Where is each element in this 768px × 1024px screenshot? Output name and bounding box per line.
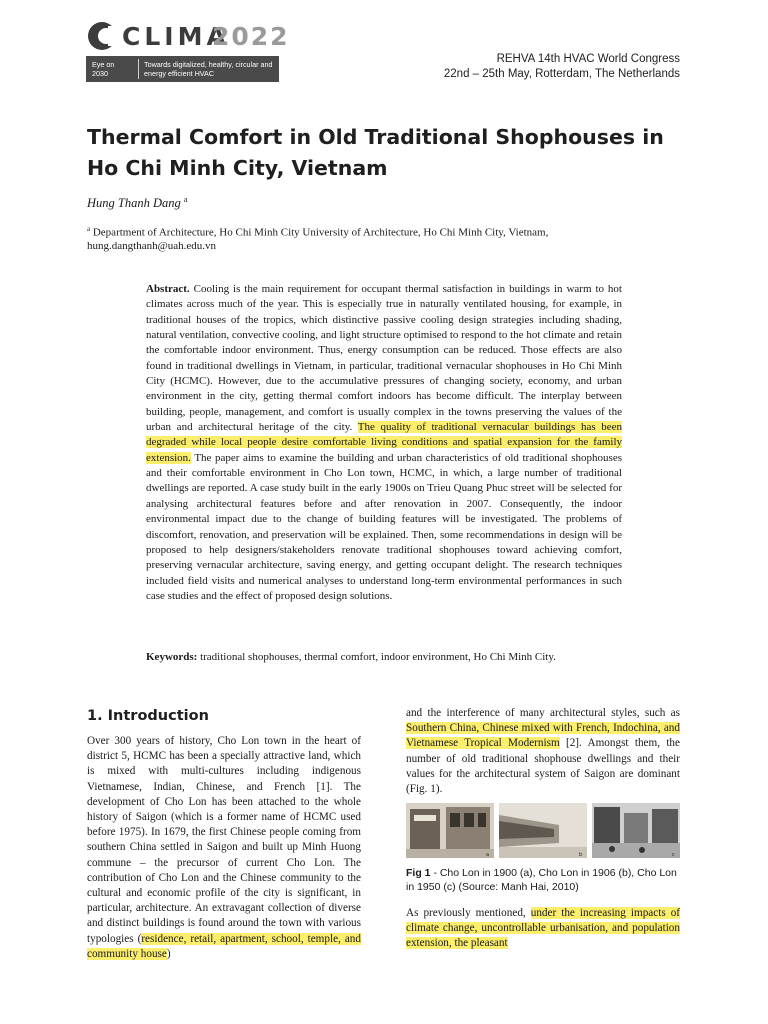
figure-1 — [406, 803, 680, 858]
tagline-right: Towards digitalized, healthy, circular and energy efficient HVAC — [144, 60, 273, 78]
intro-right-text-1: and the interference of many architectural styles, such as — [406, 707, 680, 719]
clima-logo — [86, 20, 290, 52]
keywords-text: traditional shophouses, thermal comfort, indoor environment, Ho Chi Minh City. — [200, 651, 556, 663]
intro-left-end: ) — [166, 947, 171, 960]
intro-right-highlight: Southern China, Chinese mixed with French, Indochina, and Vietnamese Tropical Modernism — [406, 722, 680, 750]
author-name: Hung Thanh Dang — [87, 196, 181, 211]
intro-right-text-2: [2]. Amongst them, the number of old traditional shophouse dwellings and their values for the architectural system of Saigon are dominant (Fig. 1). — [406, 737, 680, 796]
figure-1a-photo — [406, 803, 494, 858]
figure-1b-photo — [499, 803, 587, 858]
intro-left-highlight: residence, retail, apartment, school, temple, and community house — [87, 932, 361, 960]
abstract-highlight: The quality of traditional vernacular buildings has been degraded while local people desire comfortable living conditions and spatial expansion for the family extension. — [146, 421, 623, 464]
logo-name: CLIMA — [122, 22, 230, 51]
affiliation — [87, 223, 681, 254]
paper-title: Thermal Comfort in Old Traditional Shophouses in Ho Chi Minh City, Vietnam — [87, 125, 664, 180]
conference-dates: 22nd – 25th May, Rotterdam, The Netherlands — [443, 68, 680, 80]
figure-1a-label: a — [486, 852, 490, 858]
intro-bottom-highlight: under the increasing impacts of climate change, uncontrollable urbanisation, and population extension, the pleasant — [406, 907, 681, 950]
abstract-label: Abstract. — [146, 283, 190, 295]
figure-1b-label: b — [579, 852, 583, 858]
conference-info — [444, 52, 680, 82]
figure-1c-photo — [592, 803, 680, 858]
abstract-text-2: The paper aims to examine the building and urban characteristics of old traditional shophouses and their comfortable environment in Cho Lon town, HCMC, in which, a large number of traditional dwellings are reported. A case study built in the early 1900s on Trieu Quang Phuc street will be selected for analysing architectural features before and after renovation in 2007. Consequently, the indoor environmental impact due to the change of building features will be investigated. The problems of discomfort, renovation, and preservation will be explained. Then, some recommendations in design will be proposed to help designers/stakeholders renovate traditional shophouses toward achieving comfort, preserving vernacular architecture, saving energy, and getting occupant delight. The research techniques included field visits and numerical analyses to understand long-term environmental performances in such case studies and the effect of proposed design solutions. — [146, 451, 622, 602]
clima-logo-icon — [86, 20, 118, 52]
keywords — [146, 650, 622, 665]
affiliation-mark: a — [87, 225, 91, 233]
tagline-divider — [138, 59, 139, 79]
logo-year: 2022 — [212, 22, 290, 51]
keywords-label: Keywords: — [146, 651, 198, 663]
conference-name: REHVA 14th HVAC World Congress — [496, 53, 680, 65]
figure-1-caption-text: - Cho Lon in 1900 (a), Cho Lon in 1906 (b), Cho Lon in 1950 (c) (Source: Manh Hai, 2010) — [406, 867, 677, 893]
figure-1c-label: c — [672, 852, 675, 858]
tagline-left: Eye on 2030 — [92, 60, 115, 78]
intro-right-column — [406, 706, 680, 797]
figure-1-caption — [406, 866, 680, 894]
intro-bottom-text: As previously mentioned, — [406, 907, 526, 919]
abstract-text-1: Cooling is the main requirement for occupant thermal satisfaction in buildings in warm to hot climates across much of the year. This is especially true in naturally ventilated housing, for example, in traditional houses of the tropics, which distinctive passive cooling design strategies including shading, natural ventilation, convective cooling, and light structure optimised to respond to the hot climate and retain the comfortable indoor environment. Thus, energy consumption can be reduced. Those effects are also found in traditional dwellings in Vietnam, in particular, traditional vernacular shophouses in Ho Chi Minh City (HCMC). However, due to the accumulative pressures of changing society, economy, and urban environment in the city, getting thermal comfort indoors has become difficult. The interplay between building, people, management, and comfort is usually complex in the towns preserving the values of the urban and architectural heritage of the city. — [146, 283, 622, 434]
affiliation-text: Department of Architecture, Ho Chi Minh City University of Architecture, Ho Chi Minh City, Vietnam, — [92, 226, 549, 239]
author-email[interactable]: hung.dangthanh@uah.edu.vn — [87, 240, 216, 253]
intro-left-column — [87, 734, 361, 962]
author-line — [87, 195, 187, 211]
intro-right-bottom — [406, 906, 680, 952]
tagline-banner — [86, 56, 279, 82]
figure-1-label: Fig 1 — [406, 867, 431, 879]
author-mark: a — [183, 195, 188, 204]
section-heading: 1. Introduction — [87, 708, 209, 724]
intro-left-text: Over 300 years of history, Cho Lon town in the heart of district 5, HCMC has been a specially attractive land, which is mixed with multi-cultures including indigenous Vietnamese, Indian, Chinese, and French [1]. The development of Cho Lon has been attached to the whole history of Saigon (which is a former name of HCMC used before 1975). In 1679, the first Chinese people coming from southern China settled in Saigon and built up Minh Huong commune – the precursor of current Cho Lon. The contribution of Cho Lon and the Chinese community to the cultural and economic profile of the city is significant, in particular, architecture. An extravagant collection of diverse and distinct buildings is found around the town with various typologies ( — [87, 735, 361, 945]
abstract — [146, 282, 622, 604]
